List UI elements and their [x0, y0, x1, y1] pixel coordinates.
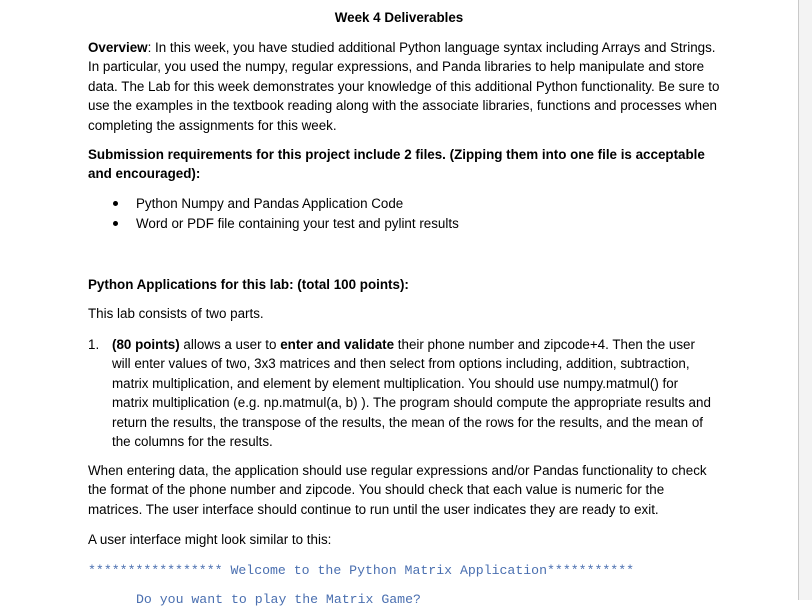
- console-prompt-line: Do you want to play the Matrix Game?: [136, 592, 421, 607]
- submission-requirements: Submission requirements for this project include 2 files. (Zipping them into one file is acceptable and encouraged):: [88, 147, 705, 182]
- applications-heading: Python Applications for this lab: (total 100 points):: [88, 277, 409, 292]
- overview-label: Overview: [88, 40, 148, 55]
- viewer-scroll-gutter[interactable]: [799, 0, 812, 600]
- deliverables-list: [112, 194, 712, 234]
- lab-parts-paragraph: This lab consists of two parts.: [88, 306, 264, 321]
- interface-intro: A user interface might look similar to this:: [88, 532, 332, 547]
- list-item-text: Python Numpy and Pandas Application Code: [136, 196, 404, 211]
- item-text-a: allows a user to: [179, 337, 281, 352]
- item-number: 1.: [88, 337, 100, 352]
- item-text-c: their phone number and zipcode+4. Then the user will enter values of two, 3x3 matrices and then select from options including, addition, subtraction, matrix multiplication, and element by element multiplication. You should use numpy.matmul() for matrix multiplication (e.g. np.matmul(a, b) ). The program should compute the appropriate results and return the results, the transpose of the results, the mean of the rows for the results, and the mean of the columns for the results.: [112, 337, 711, 450]
- list-item-text: Word or PDF file containing your test and pylint results: [136, 216, 459, 231]
- item-points: (80 points): [112, 337, 180, 352]
- page-title: Week 4 Deliverables: [334, 10, 464, 25]
- item-body: [112, 335, 712, 451]
- entering-data-paragraph: When entering data, the application should use regular expressions and/or Pandas functionality to check the format of the phone number and zipcode. You should check that each value is numeric for the matrices. The user interface should continue to run until the user indicates they are ready to exit.: [88, 463, 707, 517]
- bullet-icon: [113, 201, 118, 206]
- overview-paragraph: [88, 38, 720, 135]
- list-item: [112, 194, 712, 214]
- console-welcome-line: ***************** Welcome to the Python Matrix Application***********: [88, 563, 635, 578]
- overview-text: : In this week, you have studied additional Python language syntax including Arrays and Strings. In particular, you used the numpy, regular expressions, and Panda libraries to help manipulate and store data. The Lab for this week demonstrates your knowledge of this additional Python functionality. Be sure to use the examples in the textbook reading along with the associate libraries, functions and processes when completing the assignments for this week.: [88, 40, 720, 133]
- bullet-icon: [113, 221, 118, 226]
- list-item: [112, 214, 712, 234]
- item-bold-text: enter and validate: [280, 337, 395, 352]
